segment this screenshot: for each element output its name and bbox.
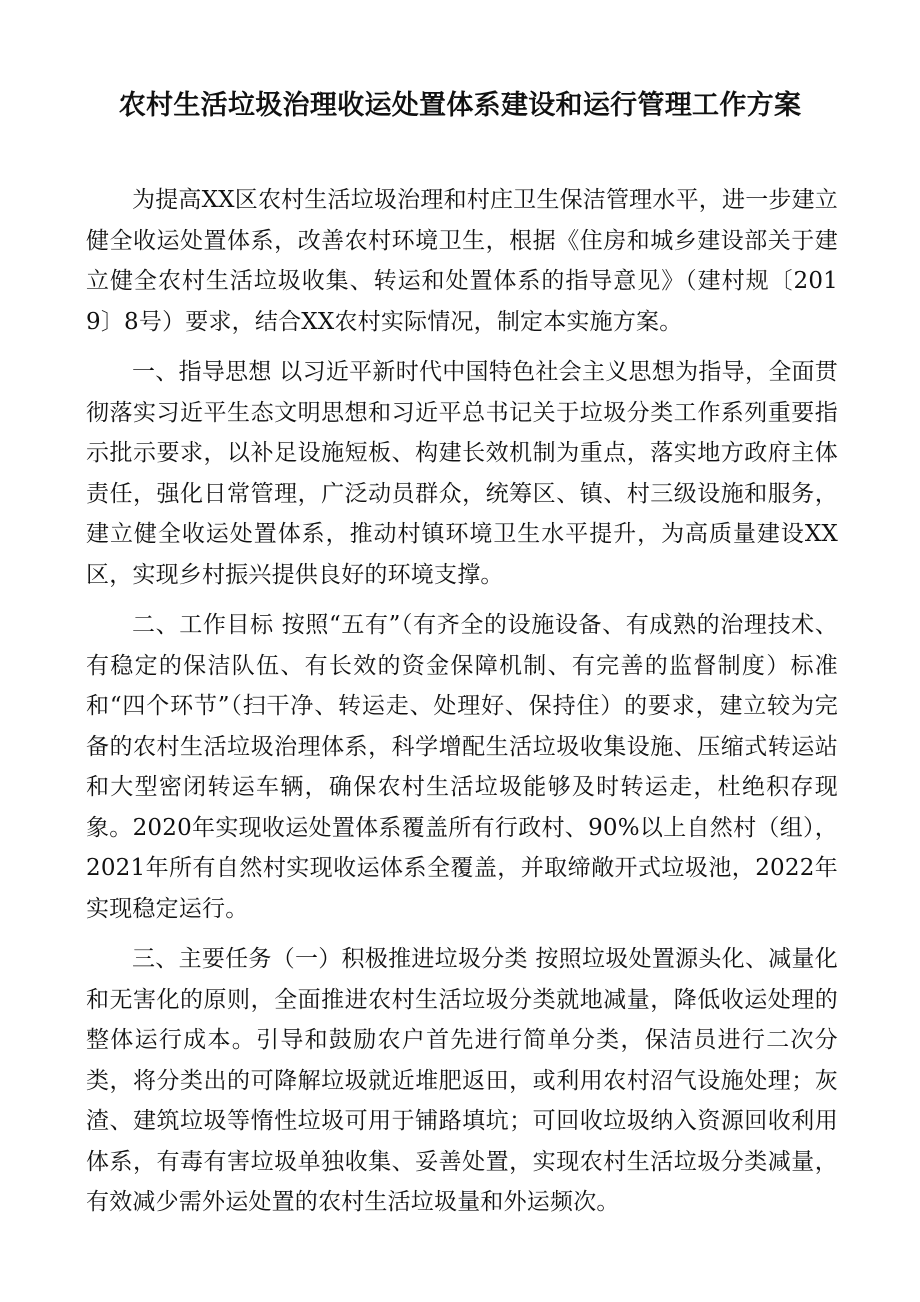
document-title: 农村生活垃圾治理收运处置体系建设和运行管理工作方案 [118,90,802,121]
document-body [86,180,838,1223]
paragraph-work-goals: 二、工作目标 按照“五有”（有齐全的设施设备、有成熟的治理技术、有稳定的保洁队伍、有长效的资金保障机制、有完善的监督制度）标准和“四个环节”（扫干净、转运走、处理好、保持住）的要求，建立较为完备的农村生活垃圾治理体系，科学增配生活垃圾收集设施、压缩式转运站和大型密闭转运车辆，确保农村生活垃圾能够及时转运走，杜绝积存现象。2020年实现收运处置体系覆盖所有行政村、90%以上自然村（组），2021年所有自然村实现收运体系全覆盖，并取缔敞开式垃圾池，2022年实现稳定运行。 [86,612,838,922]
paragraph-main-tasks: 三、主要任务（一）积极推进垃圾分类 按照垃圾处置源头化、减量化和无害化的原则，全面推进农村生活垃圾分类就地减量，降低收运处理的整体运行成本。引导和鼓励农户首先进行简单分类，保洁员进行二次分类，将分类出的可降解垃圾就近堆肥返田，或利用农村沼气设施处理；灰渣、建筑垃圾等惰性垃圾可用于铺路填坑；可回收垃圾纳入资源回收利用体系，有毒有害垃圾单独收集、妥善处置，实现农村生活垃圾分类减量，有效减少需外运处置的农村生活垃圾量和外运频次。 [86,946,838,1215]
paragraph-guiding-ideology: 一、指导思想 以习近平新时代中国特色社会主义思想为指导，全面贯彻落实习近平生态文明思想和习近平总书记关于垃圾分类工作系列重要指示批示要求，以补足设施短板、构建长效机制为重点，落实地方政府主体责任，强化日常管理，广泛动员群众，统筹区、镇、村三级设施和服务，建立健全收运处置体系，推动村镇环境卫生水平提升，为高质量建设XX区，实现乡村振兴提供良好的环境支撑。 [86,359,838,588]
paragraph-intro: 为提高XX区农村生活垃圾治理和村庄卫生保洁管理水平，进一步建立健全收运处置体系，改善农村环境卫生，根据《住房和城乡建设部关于建立健全农村生活垃圾收集、转运和处置体系的指导意见》（建村规〔2019〕8号）要求，结合XX农村实际情况，制定本实施方案。 [86,187,838,335]
